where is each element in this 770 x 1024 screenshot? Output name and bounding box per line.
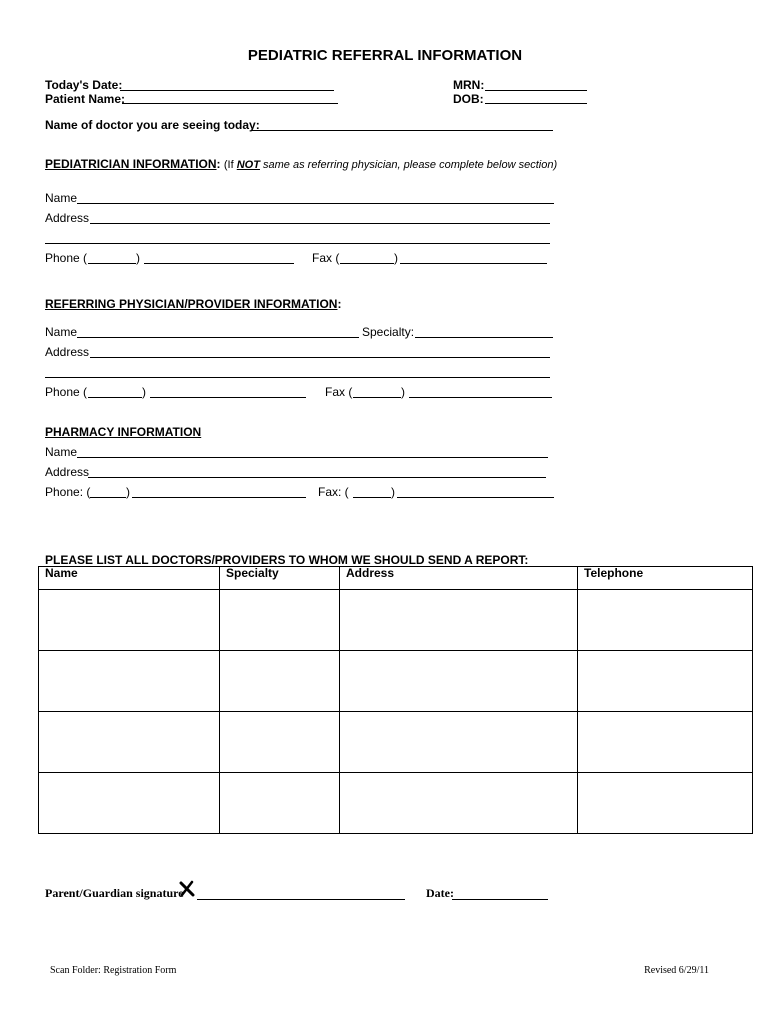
table-row xyxy=(39,773,753,834)
referring-fax-field[interactable] xyxy=(409,397,552,398)
pharmacy-name-field[interactable] xyxy=(77,457,548,458)
pediatrician-phone-area-field[interactable] xyxy=(88,263,136,264)
referring-fax-area-field[interactable] xyxy=(353,397,401,398)
referring-fax-label: Fax ( xyxy=(325,385,353,399)
pharmacy-address-label: Address xyxy=(45,465,90,479)
provider-telephone-cell[interactable] xyxy=(578,712,753,773)
pediatrician-fax-field[interactable] xyxy=(400,263,547,264)
pediatrician-note-post: same as referring physician, please complete below section) xyxy=(259,159,558,171)
signature-field[interactable] xyxy=(197,899,405,900)
provider-specialty-cell[interactable] xyxy=(220,651,340,712)
provider-telephone-cell[interactable] xyxy=(578,773,753,834)
pediatrician-address-line2[interactable] xyxy=(45,243,550,244)
pharmacy-address-field[interactable] xyxy=(88,477,546,478)
mrn-field[interactable] xyxy=(485,90,587,91)
referring-specialty-label: Specialty: xyxy=(362,325,415,339)
provider-specialty-cell[interactable] xyxy=(220,773,340,834)
pharmacy-fax-field[interactable] xyxy=(397,497,554,498)
provider-specialty-cell[interactable] xyxy=(220,590,340,651)
referring-name-label: Name xyxy=(45,325,78,339)
pharmacy-phone-label: Phone: ( xyxy=(45,485,91,499)
dob-label: DOB: xyxy=(453,92,484,106)
patient-name-label: Patient Name: xyxy=(45,92,126,106)
provider-name-cell[interactable] xyxy=(39,590,220,651)
referring-phone-field[interactable] xyxy=(150,397,306,398)
signature-date-label: Date: xyxy=(426,886,454,900)
patient-name-field[interactable] xyxy=(122,103,338,104)
provider-telephone-cell[interactable] xyxy=(578,651,753,712)
table-row xyxy=(39,651,753,712)
pediatrician-fax-label: Fax ( xyxy=(312,251,340,265)
pediatrician-address-field[interactable] xyxy=(90,223,550,224)
todays-date-field[interactable] xyxy=(120,90,334,91)
table-row xyxy=(39,712,753,773)
pharmacy-phone-field[interactable] xyxy=(132,497,306,498)
pediatrician-fax-area-field[interactable] xyxy=(340,263,394,264)
referring-name-field[interactable] xyxy=(77,337,359,338)
signature-x-icon xyxy=(178,880,196,898)
pediatrician-name-label: Name xyxy=(45,191,78,205)
referring-phone-label: Phone ( xyxy=(45,385,88,399)
referring-address-field[interactable] xyxy=(90,357,550,358)
pediatrician-note-pre: (If xyxy=(223,159,237,171)
pharmacy-fax-label: Fax: ( xyxy=(318,485,349,499)
column-header-specialty: Specialty xyxy=(220,567,340,590)
signature-date-field[interactable] xyxy=(452,899,548,900)
column-header-name: Name xyxy=(39,567,220,590)
footer-left: Scan Folder: Registration Form xyxy=(50,965,177,976)
pediatrician-address-label: Address xyxy=(45,211,90,225)
report-table-heading: PLEASE LIST ALL DOCTORS/PROVIDERS TO WHOM WE SHOULD SEND A REPORT: xyxy=(45,553,529,567)
referring-address-label: Address xyxy=(45,345,90,359)
form-title: PEDIATRIC REFERRAL INFORMATION xyxy=(247,47,523,64)
pediatrician-phone-field[interactable] xyxy=(144,263,294,264)
provider-address-cell[interactable] xyxy=(340,590,578,651)
pharmacy-fax-area-field[interactable] xyxy=(353,497,391,498)
todays-date-label: Today's Date: xyxy=(45,78,123,92)
referring-heading: REFERRING PHYSICIAN/PROVIDER INFORMATION xyxy=(45,297,338,311)
mrn-label: MRN: xyxy=(453,78,485,92)
pharmacy-name-label: Name xyxy=(45,445,78,459)
table-header-row xyxy=(39,567,753,590)
pharmacy-heading: PHARMACY INFORMATION xyxy=(45,425,202,439)
provider-address-cell[interactable] xyxy=(340,712,578,773)
provider-name-cell[interactable] xyxy=(39,712,220,773)
pediatrician-phone-label: Phone ( xyxy=(45,251,88,265)
column-header-address: Address xyxy=(340,567,578,590)
referring-address-line2[interactable] xyxy=(45,377,550,378)
pediatrician-heading: PEDIATRICIAN INFORMATION xyxy=(45,157,217,171)
referring-phone-area-field[interactable] xyxy=(88,397,142,398)
pharmacy-phone-area-field[interactable] xyxy=(90,497,126,498)
provider-address-cell[interactable] xyxy=(340,773,578,834)
provider-name-cell[interactable] xyxy=(39,773,220,834)
column-header-telephone: Telephone xyxy=(578,567,753,590)
referring-specialty-field[interactable] xyxy=(415,337,553,338)
pediatrician-note-not: NOT xyxy=(236,159,260,171)
dob-field[interactable] xyxy=(485,103,587,104)
table-row xyxy=(39,590,753,651)
report-providers-table xyxy=(38,566,753,834)
provider-address-cell[interactable] xyxy=(340,651,578,712)
signature-label: Parent/Guardian signature xyxy=(45,886,184,900)
referring-heading-row: REFERRING PHYSICIAN/PROVIDER INFORMATION: xyxy=(45,297,342,311)
provider-telephone-cell[interactable] xyxy=(578,590,753,651)
pediatrician-name-field[interactable] xyxy=(77,203,554,204)
doctor-today-label: Name of doctor you are seeing today: xyxy=(45,118,260,132)
provider-specialty-cell[interactable] xyxy=(220,712,340,773)
footer-right: Revised 6/29/11 xyxy=(644,965,709,976)
pediatrician-heading-row: PEDIATRICIAN INFORMATION: (If NOT same as referring physician, please complete below section) xyxy=(45,157,558,171)
provider-name-cell[interactable] xyxy=(39,651,220,712)
doctor-today-field[interactable] xyxy=(251,130,553,131)
